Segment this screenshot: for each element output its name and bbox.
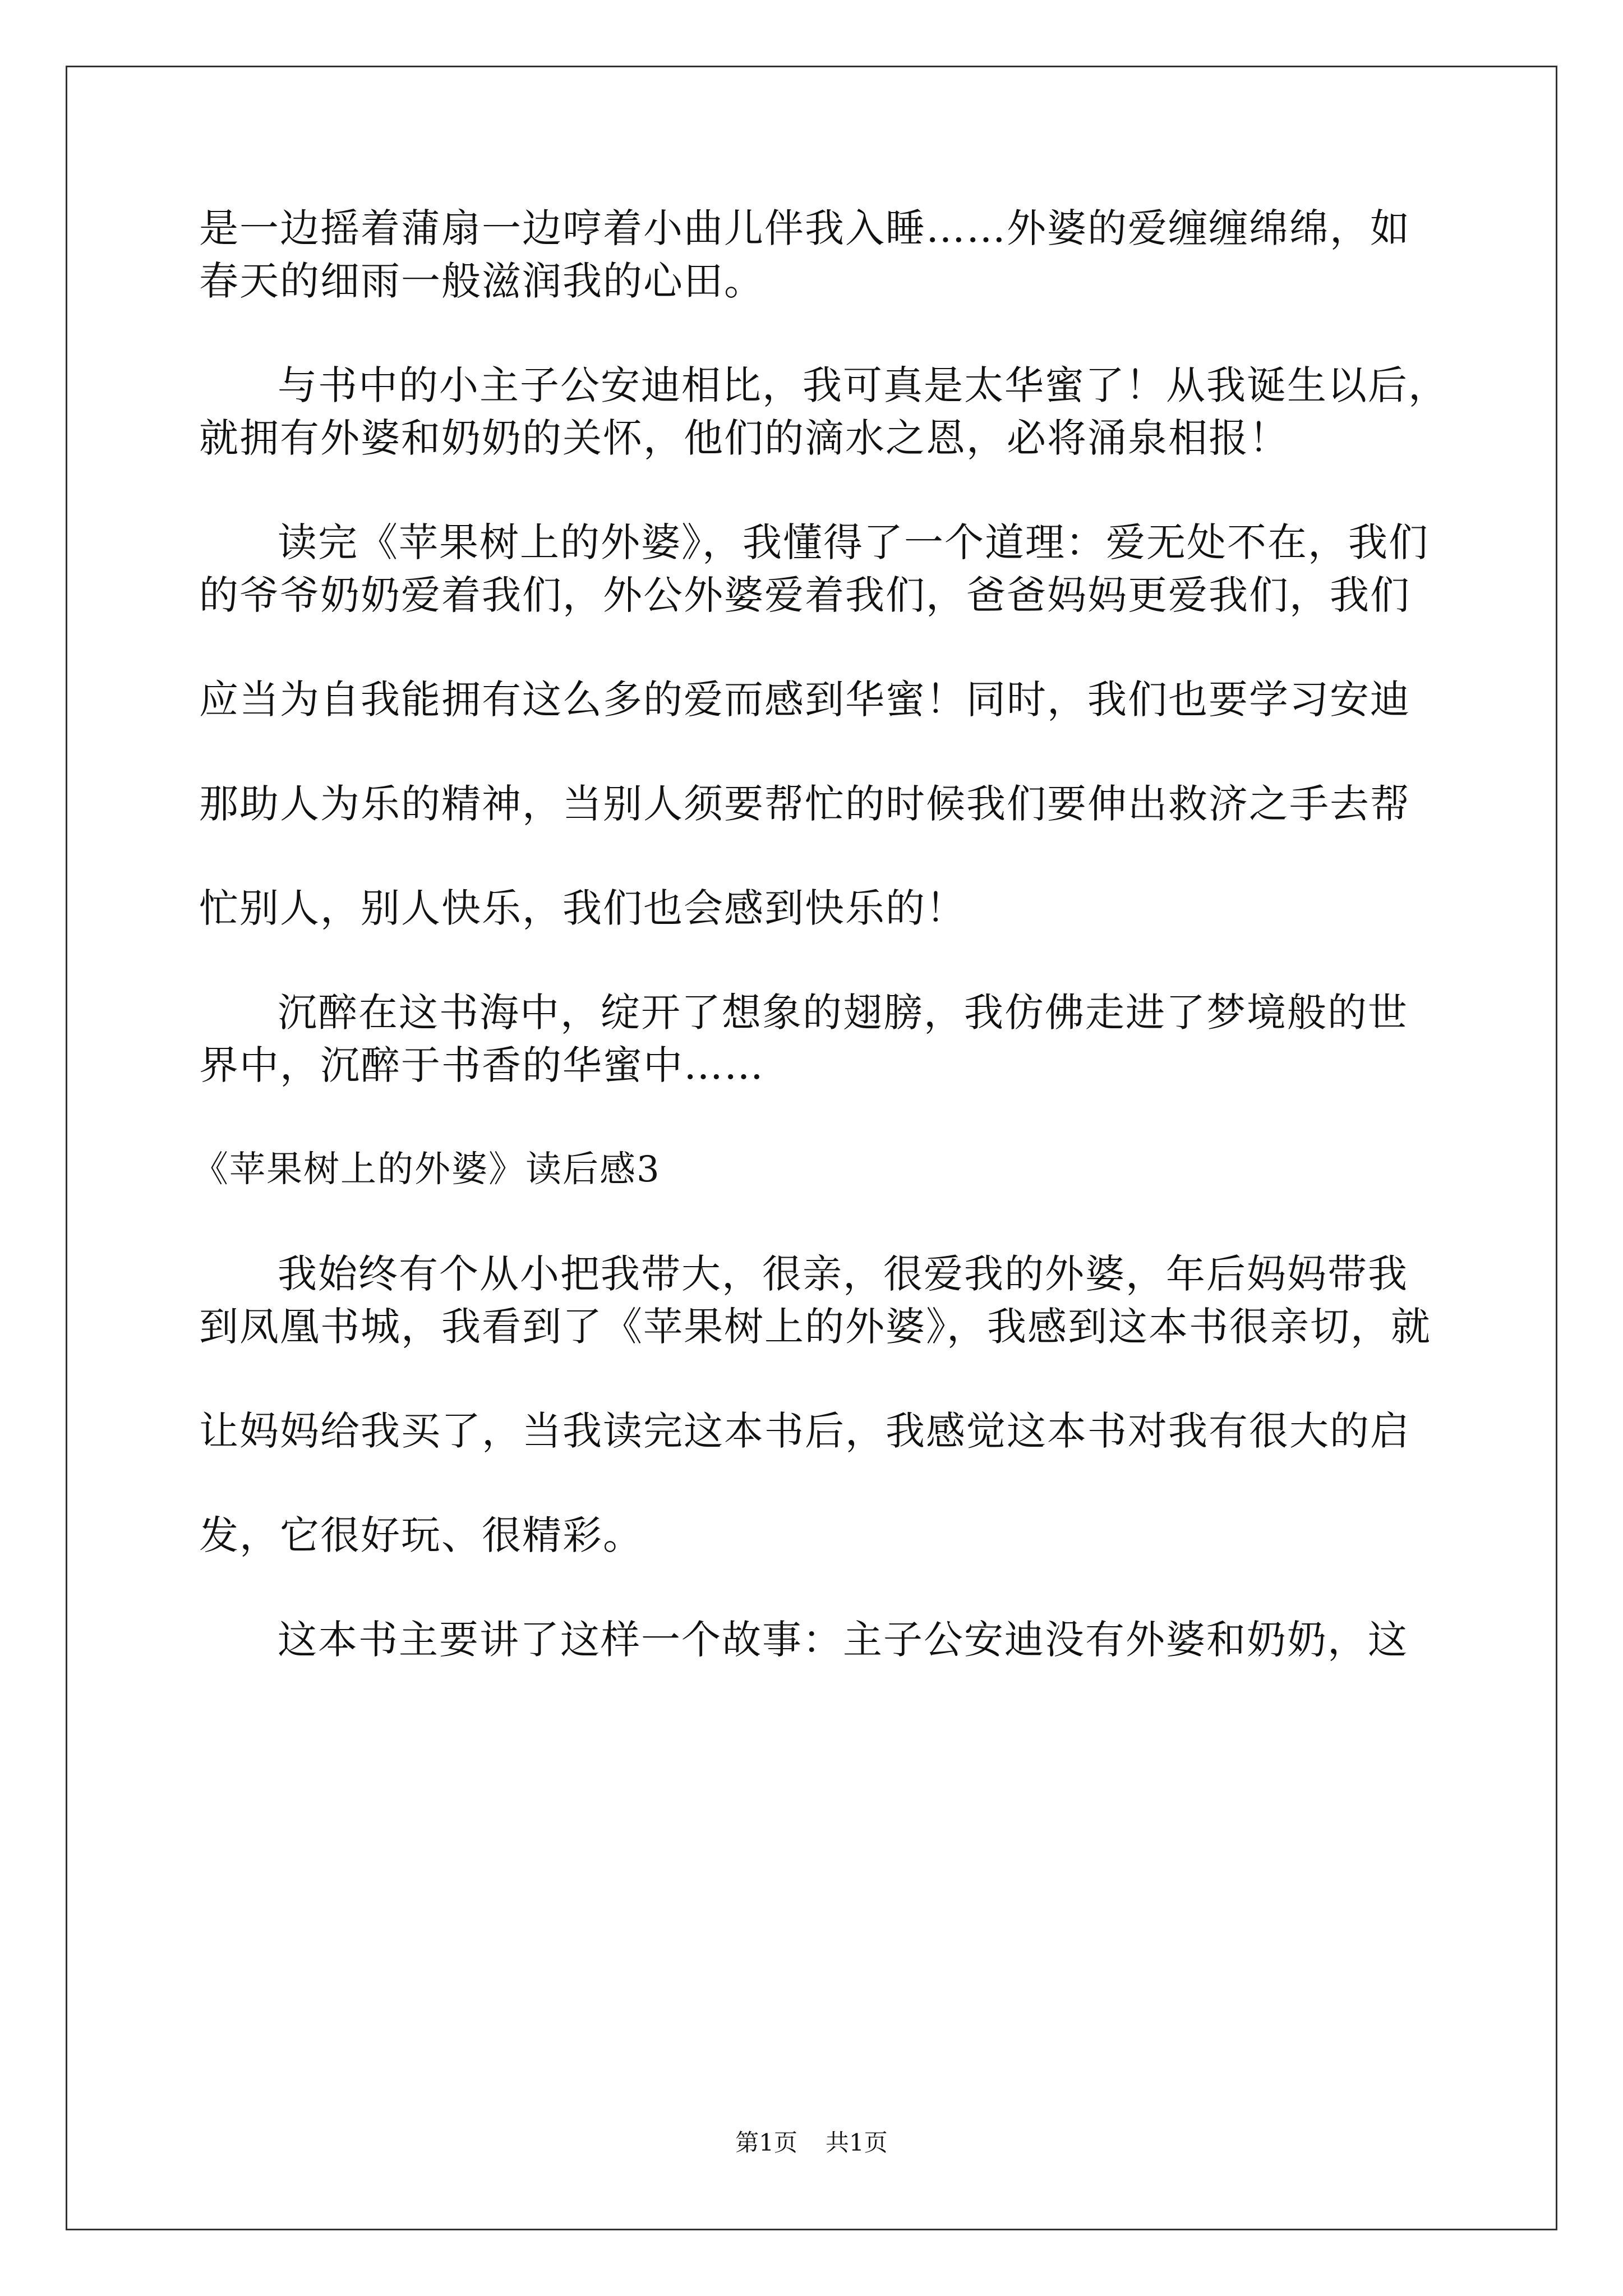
- paragraph-line: 与书中的小主子公安迪相比，我可真是太华蜜了！从我诞生以后，: [278, 362, 1449, 408]
- paragraph-line: 的爷爷奶奶爱着我们，外公外婆爱着我们，爸爸妈妈更爱我们，我们: [199, 572, 1410, 618]
- section-title: 《苹果树上的外婆》读后感3: [192, 1149, 661, 1190]
- document-body: [192, 202, 1449, 1666]
- paragraph-line: 这本书主要讲了这样一个故事：主子公安迪没有外婆和奶奶，这: [278, 1617, 1408, 1663]
- paragraph-line: 我始终有个从小把我带大，很亲，很爱我的外婆，年后妈妈带我: [278, 1251, 1408, 1297]
- page-footer: [0, 2129, 1623, 2157]
- paragraph-line: 应当为自我能拥有这么多的爱而感到华蜜！同时，我们也要学习安迪: [199, 677, 1410, 723]
- paragraph-line: 是一边摇着蒲扇一边哼着小曲儿伴我入睡……外婆的爱缠缠绵绵，如: [199, 205, 1410, 251]
- paragraph-line: 到凤凰书城，我看到了《苹果树上的外婆》，我感到这本书很亲切，就: [199, 1304, 1431, 1350]
- paragraph-line: 读完《苹果树上的外婆》，我懂得了一个道理：爱无处不在，我们: [278, 519, 1429, 565]
- paragraph-line: 让妈妈给我买了，当我读完这本书后，我感觉这本书对我有很大的启: [199, 1408, 1410, 1454]
- paragraph-line: 春天的细雨一般滋润我的心田。: [199, 258, 764, 304]
- paragraph-line: 就拥有外婆和奶奶的关怀，他们的滴水之恩，必将涌泉相报！: [199, 415, 1289, 461]
- paragraph-line: 发，它很好玩、很精彩。: [199, 1512, 643, 1558]
- paragraph-line: 沉醉在这书海中，绽开了想象的翅膀，我仿佛走进了梦境般的世: [278, 990, 1408, 1036]
- paragraph-line: 界中，沉醉于书香的华蜜中……: [199, 1042, 764, 1088]
- paragraph-line: 忙别人，别人快乐，我们也会感到快乐的！: [199, 885, 966, 931]
- page-total: 共1页: [826, 2129, 888, 2156]
- page-number: 第1页: [735, 2129, 797, 2156]
- paragraph-line: 那助人为乐的精神，当别人须要帮忙的时候我们要伸出救济之手去帮: [199, 781, 1410, 827]
